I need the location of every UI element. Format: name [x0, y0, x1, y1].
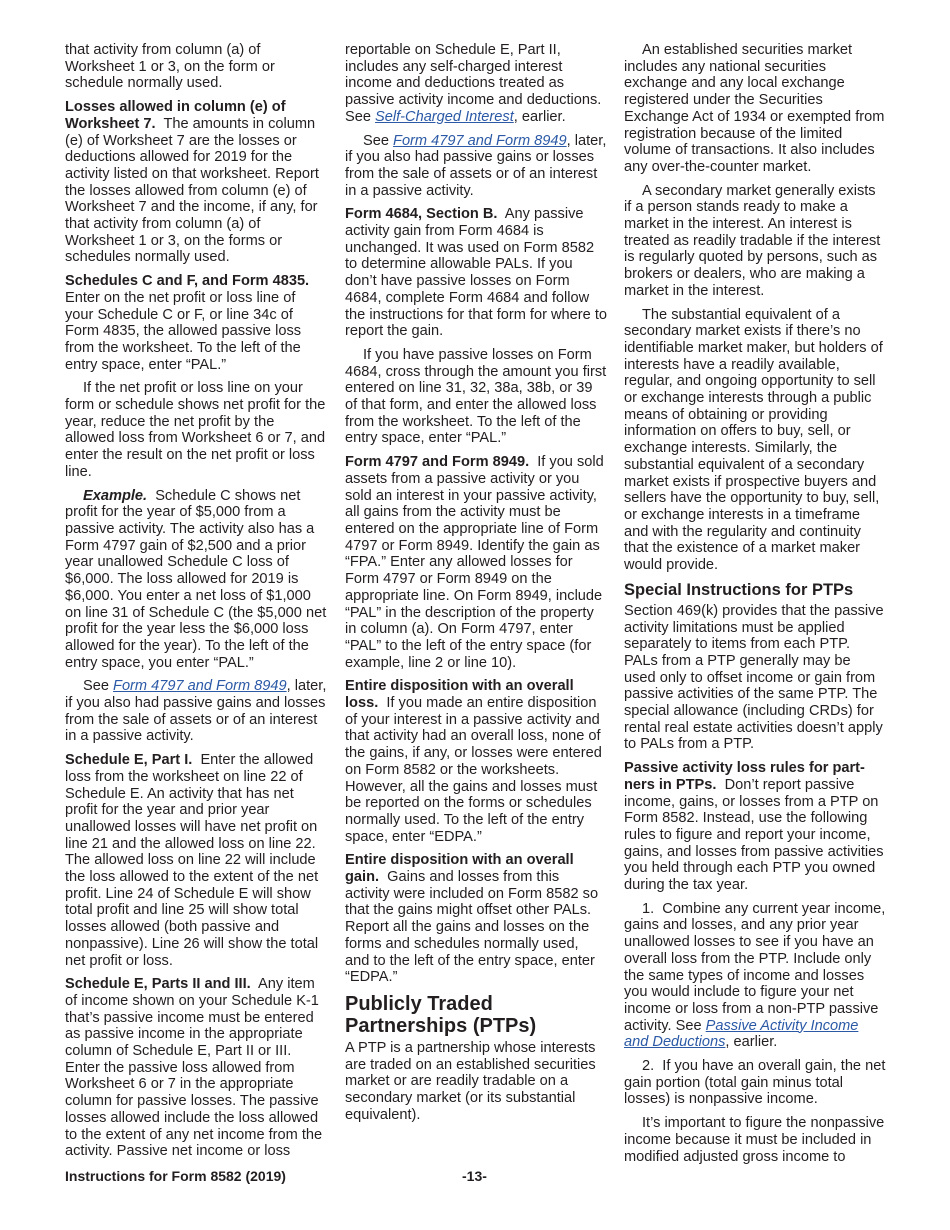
- right-column: [624, 42, 886, 1172]
- example-label: Example.: [83, 487, 148, 504]
- footer-title: Instructions for Form 8582 (2019): [65, 1168, 286, 1184]
- link-passive-activity-income[interactable]: Passive Activity Income and Deductions: [624, 1017, 859, 1051]
- paragraph: Form 4797 and Form 8949. If you sold assets from a passive activity or you sold an interest in your passive activity, all gains from the activity must be entered on the appropriate line of Form 4797 or Form 8949. Identify the gain as “FPA.” Enter any allowed losses for Form 4797 or Form 8949 on the appropriate line. On Form 8949, include “PAL” in the description of the property in column (a). On Form 4797, enter “PAL” to the left of the entry space (for example, line 2 or line 10).: [345, 454, 604, 671]
- run-in-heading: Entire disposition with an overall loss.: [345, 678, 574, 712]
- link-form-4797-8949[interactable]: Form 4797 and Form 8949: [393, 132, 567, 149]
- numbered-paragraph: 2. If you have an overall gain, the net gain portion (total gain minus total losses) is nonpassive income.: [624, 1058, 886, 1108]
- link-self-charged-interest[interactable]: Self-Charged Interest: [375, 108, 514, 125]
- run-in-heading: Entire disposition with an overall gain.: [345, 852, 574, 886]
- page-number: -13-: [462, 1168, 487, 1184]
- paragraph: Entire disposition with an overall loss. If you made an entire disposition of your interest in a passive activity and that activity had an overall loss, none of the gains, if any, or losses were entered on Form 8582 or the worksheets. However, all the gains and losses must be reported on the forms or schedules normally used. To the left of the entry space, enter “EDPA.”: [345, 678, 602, 845]
- subsection-heading: Special Instructions for PTPs: [624, 580, 854, 599]
- paragraph: Losses allowed in column (e) of Worksheet 7. The amounts in column (e) of Worksheet 7 are the losses or deductions allowed for 2019 for the activity listed on that worksheet. Report the losses allowed from column (e) of Worksheet 7 and the income, if any, for that activity from column (a) of Worksheet 1 or 3, on the forms or schedules normally used.: [65, 99, 319, 266]
- paragraph: A PTP is a partnership whose interests are traded on an established securities market or are readily tradable on a secondary market (or its substantial equivalent).: [345, 1039, 596, 1123]
- run-in-heading: Schedules C and F, and Form 4835.: [65, 273, 310, 290]
- paragraph: Form 4684, Section B. Any passive activity gain from Form 4684 is unchanged. It was used on Form 8582 to determine allowable PALs. If you don’t have passive losses on Form 4684, complete Form 4684 and follow the instructions for that form for where to report the gain.: [345, 206, 607, 340]
- run-in-heading: Passive activity loss rules for partners in PTPs.: [624, 760, 865, 793]
- middle-column: [345, 42, 607, 1130]
- paragraph: Schedule E, Parts II and III. Any item of income shown on your Schedule K-1 that’s passive income must be entered as passive income in the appropriate column of Schedule E, Part II or III. Enter the passive loss allowed from Worksheet 6 or 7 in the appropriate column for passive losses. The passive losses allowed include the loss allowed to the extent of any net income from the activity. Passive net income or loss: [65, 976, 323, 1160]
- paragraph: Schedules C and F, and Form 4835. Enter on the net profit or loss line of your Schedule C or F, or line 34c of Form 4835, the allowed passive loss from the worksheet. To the left of the entry space, enter “PAL.”: [65, 273, 310, 373]
- left-column: [65, 42, 327, 1167]
- paragraph: that activity from column (a) of Worksheet 1 or 3, on the form or schedule normally used.: [65, 42, 275, 92]
- paragraph: If the net profit or loss line on your form or schedule shows net profit for the year, reduce the net profit by the allowed loss from Worksheet 6 or 7, and enter the result on the net profit or loss line.: [65, 380, 326, 480]
- link-form-4797-8949[interactable]: Form 4797 and Form 8949: [113, 678, 287, 695]
- section-heading: Publicly Traded Partnerships (PTPs): [345, 992, 537, 1037]
- run-in-heading: Form 4797 and Form 8949.: [345, 454, 530, 471]
- paragraph: It’s important to figure the nonpassive income because it must be included in modified adjusted gross income to: [624, 1115, 885, 1165]
- run-in-heading: Schedule E, Part I.: [65, 752, 193, 769]
- paragraph: An established securities market includes any national securities exchange and any local exchange registered under the Securities Exchange Act of 1934 or exempted from registration because of the limited volume of transactions. It also includes any over-the-counter market.: [624, 42, 885, 175]
- run-in-heading: Schedule E, Parts II and III.: [65, 976, 251, 993]
- run-in-heading: Losses allowed in column (e) of Worksheet 7.: [65, 99, 286, 132]
- paragraph: Schedule E, Part I. Enter the allowed loss from the worksheet on line 22 of Schedule E. An activity that has net profit for the year and prior year unallowed losses will have net profit on line 21 and the allowed loss on line 22. The allowed loss on line 22 will include the loss allowed to the extent of the net profit. Line 24 of Schedule E will show total profit and line 25 will show total losses allowed (both passive and nonpassive). Line 26 will show the total net profit or loss.: [65, 752, 319, 969]
- paragraph: The substantial equivalent of a secondary market exists if there’s no identifiable market maker, but holders of interests have a readily available, regular, and ongoing opportunity to sell or exchange interests through a public means of obtaining or providing information on offers to buy, sell, or exchange interests. Similarly, the substantial equivalent of a secondary market exists if prospective buyers and sellers have the opportunity to buy, sell, or exchange interests in a timeframe and with the regularity and continuity that the existence of a market maker would provide.: [624, 306, 883, 574]
- paragraph: Section 469(k) provides that the passive activity limitations must be applied separately to items from each PTP. PALs from a PTP generally may be used only to offset income or gain from passive activities of the same PTP. The special allowance (including CRDs) for rental real estate activities doesn’t apply to PALs from a PTP.: [624, 602, 884, 753]
- paragraph: Passive activity loss rules for partners in PTPs. Don’t report passive income, gains, or losses from a PTP on Form 8582. Instead, use the following rules to figure and report your income, gains, and losses from passive activities you held through each PTP you owned during the tax year.: [624, 760, 884, 894]
- paragraph: See Form 4797 and Form 8949, later, if you also had passive gains and losses from the sale of assets or of an interest in a passive activity.: [65, 678, 327, 745]
- paragraph: If you have passive losses on Form 4684, cross through the amount you first entered on line 31, 32, 38a, 38b, or 39 of that form, and enter the allowed loss from the worksheet. To the left of the entry space, enter “PAL.”: [345, 346, 607, 447]
- paragraph: Entire disposition with an overall gain. Gains and losses from this activity were included on Form 8582 so that the gains might offset other PALs. Report all the gains and losses on the forms and schedules normally used, and to the left of the entry space, enter “EDPA.”: [345, 852, 599, 986]
- run-in-heading: Form 4684, Section B.: [345, 206, 498, 223]
- paragraph: A secondary market generally exists if a person stands ready to make a market in the interest. An interest is treated as readily tradable if the interest is regularly quoted by persons, such as brokers or dealers, who are making a market in the interest.: [624, 182, 881, 299]
- paragraph: See Form 4797 and Form 8949, later, if you also had passive gains or losses from the sale of assets or of an interest in a passive activity.: [345, 132, 607, 199]
- example-paragraph: Example. Schedule C shows net profit for the year of $5,000 from a passive activity. The activity also has a Form 4797 gain of $2,500 and a prior year unallowed Schedule C loss of $6,000. The loss allowed for 2019 is $6,000. You enter a net loss of $1,000 on line 31 of Schedule C (the $5,000 net profit for the year less the $6,000 loss allowed for the year). To the left of the entry space, you enter “PAL.”: [65, 487, 327, 671]
- numbered-paragraph: 1. Combine any current year income, gains and losses, and any prior year unallowed losses to see if you have an overall loss from the PTP. Include only the same types of income and losses you would include to figure your net income or loss from a non-PTP passive activity. See Passive Activity Income and Deductions, earlier.: [624, 900, 886, 1051]
- paragraph: reportable on Schedule E, Part II, includes any self-charged interest income and deductions treated as passive activity income and deductions. See Self-Charged Interest, earlier.: [345, 42, 602, 125]
